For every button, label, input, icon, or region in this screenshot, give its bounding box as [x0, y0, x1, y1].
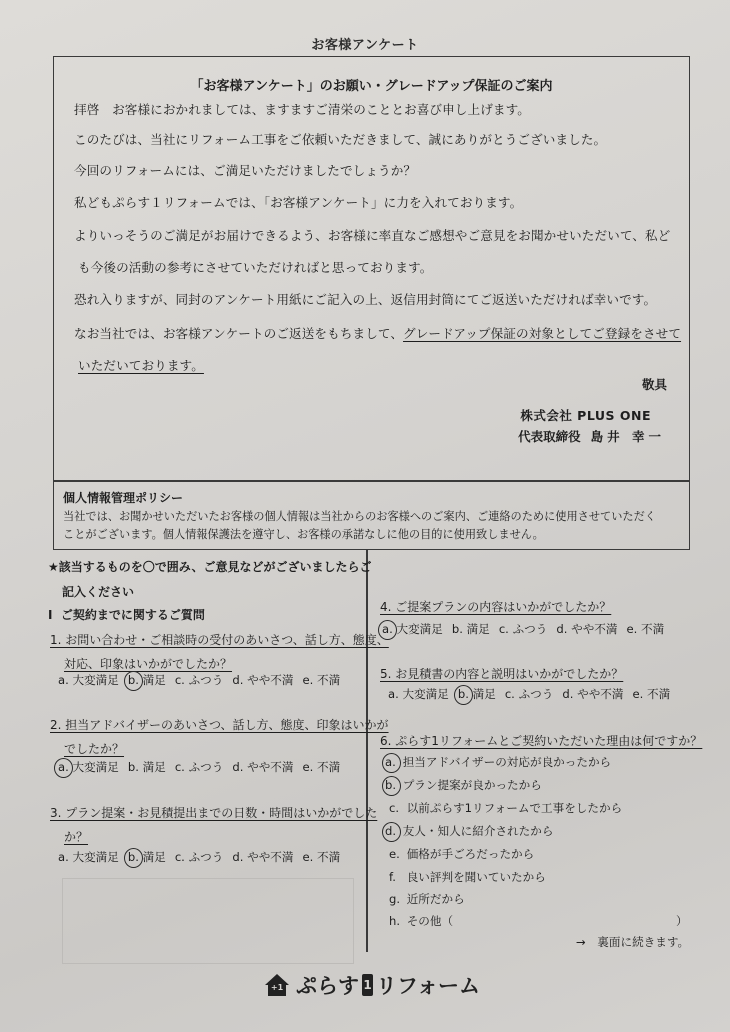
q4-option-a[interactable]: a. 大変満足 — [382, 622, 443, 636]
column-divider — [366, 550, 368, 952]
q6-reason-d[interactable]: d. 友人・知人に紹介されたから — [385, 824, 554, 838]
question-5-title: 5. お見積書の内容と説明はいかがでしたか？ — [380, 667, 624, 681]
closing-word: 敬具 — [641, 377, 667, 392]
comment-box-bleed-through — [62, 878, 354, 964]
question-4-title: 4. ご提案プランの内容はいかがでしたか？ — [380, 600, 612, 614]
svg-text:+1: +1 — [270, 983, 284, 992]
q2-option-a[interactable]: a. 大変満足 — [58, 760, 119, 774]
logo-one-mark: 1 — [362, 974, 373, 996]
question-2-options — [58, 759, 349, 775]
q1-option-b[interactable]: b. 満足 — [127, 673, 166, 687]
q5-option-e[interactable]: e. 不満 — [632, 687, 671, 701]
question-2-title-cont: でしたか？ — [64, 742, 125, 756]
q5-option-d[interactable]: d. やや不満 — [562, 687, 624, 701]
question-1-title-cont: 対応、印象はいかがでしたか？ — [64, 657, 233, 671]
q6-reason-h-other[interactable]: h. その他（ — [389, 914, 454, 928]
question-3-title-cont: か？ — [64, 830, 89, 844]
q6-reason-b[interactable]: b. プラン提案が良かったから — [385, 778, 542, 792]
q6-other-close-paren: ） — [676, 914, 688, 928]
page-title: お客様アンケート — [311, 38, 419, 53]
notice-line-feedback: よりいっそうのご満足がお届けできるよう、お客様に率直なご感想やご意見をお聞かせいただいて、私ど — [74, 228, 671, 243]
q6-reason-a[interactable]: a. 担当アドバイザーの対応が良かったから — [385, 755, 612, 769]
q1-option-c[interactable]: c. ふつう — [174, 673, 224, 687]
rep-name: 島井 幸一 — [590, 429, 665, 444]
q2-option-e[interactable]: e. 不満 — [302, 760, 341, 774]
q3-option-b[interactable]: b. 満足 — [127, 850, 166, 864]
notice-line-survey-focus: 私どもぷらす１リフォームでは、「お客様アンケート」に力を入れております。 — [74, 195, 523, 210]
continue-note: → 裏面に続きます。 — [576, 935, 690, 949]
instructions-line-2: 記入ください — [62, 585, 135, 599]
q4-option-c[interactable]: c. ふつう — [498, 622, 548, 636]
section-heading — [48, 606, 205, 623]
q6-reason-e[interactable]: e. 価格が手ごろだったから — [389, 847, 535, 861]
q5-option-c[interactable]: c. ふつう — [504, 687, 554, 701]
q4-option-b[interactable]: b. 満足 — [451, 622, 490, 636]
question-4-options — [382, 621, 673, 637]
question-5-options — [388, 686, 679, 702]
notice-upgrade-underlined: グレードアップ保証の対象としてご登録をさせて — [403, 326, 682, 341]
question-6-title: 6. ぷらす1リフォームとご契約いただいた理由は何ですか？ — [380, 734, 703, 748]
notice-upgrade-plain: なお当社では、お客様アンケートのご返送をもちまして、 — [74, 326, 404, 341]
q6-reason-c[interactable]: c. 以前ぷらす1リフォームで工事をしたから — [389, 801, 623, 815]
notice-heading: 「お客様アンケート」のお願い・グレードアップ保証のご案内 — [190, 79, 553, 94]
notice-line-greeting: 拝啓 お客様におかれましては、ますますご清栄のこととお喜び申し上げます。 — [74, 102, 530, 117]
question-3-title: 3. プラン提案・お見積提出までの日数・時間はいかがでした — [50, 806, 378, 820]
q3-option-e[interactable]: e. 不満 — [302, 850, 341, 864]
privacy-policy-box — [53, 480, 690, 550]
notice-line-upgrade-cont: いただいております。 — [78, 358, 204, 373]
q6-reason-f[interactable]: f. 良い評判を聞いていたから — [389, 870, 546, 884]
house-logo-icon — [264, 973, 290, 997]
notice-line-upgrade — [74, 323, 681, 342]
q3-option-c[interactable]: c. ふつう — [174, 850, 224, 864]
instructions-line-1: ★該当するものを〇で囲み、ご意見などがございましたらご — [48, 560, 372, 574]
section-title: ご契約までに関するご質問 — [60, 608, 205, 622]
q6-reason-g[interactable]: g. 近所だから — [389, 892, 465, 906]
notice-box — [53, 56, 690, 482]
rep-title: 代表取締役 — [518, 429, 581, 444]
representative — [518, 427, 665, 445]
q2-option-b[interactable]: b. 満足 — [127, 760, 166, 774]
q1-option-a[interactable]: a. 大変満足 — [58, 673, 119, 687]
question-1-title: 1. お問い合わせ・ご相談時の受付のあいさつ、話し方、態度、 — [50, 633, 389, 647]
section-number: I — [48, 608, 53, 622]
q5-option-a[interactable]: a. 大変満足 — [388, 687, 449, 701]
question-1-options — [58, 672, 349, 688]
q3-option-d[interactable]: d. やや不満 — [232, 850, 294, 864]
logo-text-left: ぷらす — [296, 974, 359, 998]
policy-line-1: 当社では、お聞かせいただいたお客様の個人情報は当社からのお客様へのご案内、ご連絡のために使用させていただく — [63, 510, 656, 523]
question-3-options — [58, 849, 349, 865]
q1-option-e[interactable]: e. 不満 — [302, 673, 341, 687]
notice-line-feedback-cont: も今後の活動の参考にさせていただければと思っております。 — [78, 260, 433, 275]
q2-option-c[interactable]: c. ふつう — [174, 760, 224, 774]
q5-option-b[interactable]: b. 満足 — [457, 687, 496, 701]
question-2-title: 2. 担当アドバイザーのあいさつ、話し方、態度、印象はいかが — [50, 718, 389, 732]
q2-option-d[interactable]: d. やや不満 — [232, 760, 294, 774]
policy-line-2: ことがございます。個人情報保護法を遵守し、お客様の承諾なしに他の目的に使用致しません。 — [63, 528, 544, 541]
logo-text-right: リフォーム — [376, 974, 480, 998]
policy-title: 個人情報管理ポリシー — [63, 491, 184, 505]
notice-line-satisfaction: 今回のリフォームには、ご満足いただけましたでしょうか？ — [74, 163, 417, 178]
brand-logo — [264, 970, 480, 1000]
q4-option-e[interactable]: e. 不満 — [626, 622, 665, 636]
q3-option-a[interactable]: a. 大変満足 — [58, 850, 119, 864]
notice-line-thanks: このたびは、当社にリフォーム工事をご依頼いただきまして、誠にありがとうございました。 — [74, 132, 607, 147]
q4-option-d[interactable]: d. やや不満 — [556, 622, 618, 636]
q1-option-d[interactable]: d. やや不満 — [232, 673, 294, 687]
company-name: 株式会社 PLUS ONE — [520, 408, 651, 423]
notice-line-return-request: 恐れ入りますが、同封のアンケート用紙にご記入の上、返信用封筒にてご返送いただければ幸いです。 — [74, 292, 657, 307]
